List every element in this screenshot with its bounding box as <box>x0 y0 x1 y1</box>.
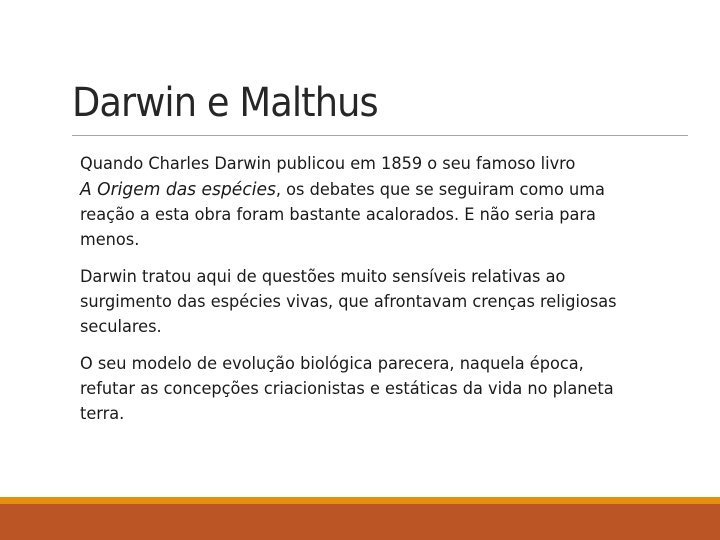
slide-body <box>80 152 640 439</box>
paragraph-1-rest: , os debates que se seguiram como uma reação a esta obra foram bastante acalorados. E não seria para menos. <box>80 180 605 250</box>
paragraph-3: O seu modelo de evolução biológica parecera, naquela época, refutar as concepções criacionistas e estáticas da vida no planeta terra. <box>80 354 614 424</box>
paragraph-2: Darwin tratou aqui de questões muito sensíveis relativas ao surgimento das espécies vivas, que afrontavam crenças religiosas seculares. <box>80 267 617 337</box>
footer-accent-stripe <box>0 497 720 504</box>
title-divider <box>72 135 688 136</box>
footer-bar <box>0 504 720 540</box>
slide-title: Darwin e Malthus <box>72 80 378 126</box>
book-title: A Origem das espécies <box>80 179 276 200</box>
paragraph-1 <box>80 152 641 253</box>
paragraph-1-lead: Quando Charles Darwin publicou em 1859 o seu famoso livro <box>80 154 576 174</box>
